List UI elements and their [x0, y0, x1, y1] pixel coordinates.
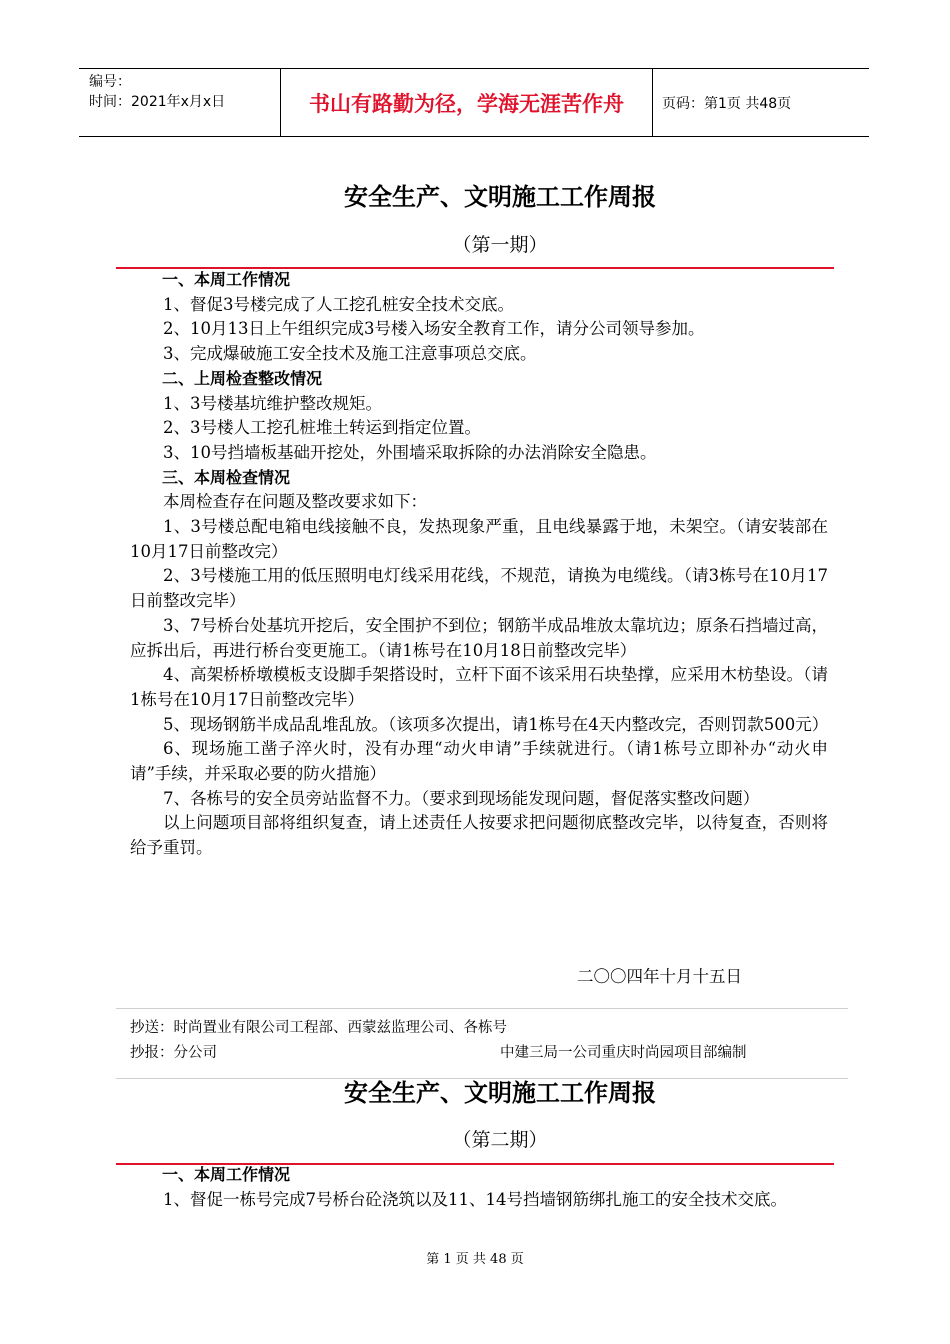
- cc-report: 抄报：分公司: [130, 1045, 217, 1061]
- report1-sec2-item: 2、3号楼人工挖孔桩堆土转运到指定位置。: [163, 418, 481, 438]
- report1-closing: 以上问题项目部将组织复查，请上述责任人按要求把问题彻底整改完毕，以待复查，否则将给予重罚。: [130, 813, 828, 858]
- cc-top-divider: [116, 1008, 848, 1009]
- report1-issue: （第一期）: [452, 234, 548, 256]
- header-page-label: 页码：第1页 共48页: [662, 95, 792, 112]
- report1-date: 二〇〇四年十月十五日: [577, 967, 742, 986]
- report1-sec3-item: 6、现场施工凿子淬火时，没有办理“动火申请”手续就进行。（请1栋号立即补办“动火申请”手续，并采取必要的防火措施）: [130, 739, 828, 784]
- report1-sec2-heading: 二、上周检查整改情况: [162, 368, 323, 388]
- report1-sec1-item: 2、10月13日上午组织完成3号楼入场安全教育工作，请分公司领导参加。: [163, 319, 705, 339]
- report1-sec3-item: 5、现场钢筋半成品乱堆乱放。（该项多次提出，请1栋号在4天内整改完，否则罚款500元）: [163, 714, 829, 734]
- compiler-note: 中建三局一公司重庆时尚园项目部编制: [500, 1045, 747, 1061]
- header-meta: [79, 69, 281, 136]
- report2-title: 安全生产、文明施工工作周报: [344, 1078, 656, 1107]
- report1-title: 安全生产、文明施工工作周报: [344, 182, 656, 211]
- report1-sec3-item: 2、3号楼施工用的低压照明电灯线采用花线，不规范，请换为电缆线。（请3栋号在10月17日前整改完毕）: [130, 566, 828, 611]
- report1-sec3-item: 4、高架桥桥墩模板支设脚手架搭设时，立杆下面不该采用石块垫撑，应采用木枋垫设。（请1栋号在10月17日前整改完毕）: [130, 665, 828, 709]
- report1-sec1-heading: 一、本周工作情况: [162, 270, 291, 289]
- report1-sec2-item: 3、10号挡墙板基础开挖处，外围墙采取拆除的办法消除安全隐患。: [163, 442, 657, 462]
- report1-sec1-item: 3、完成爆破施工安全技术及施工注意事项总交底。: [163, 344, 537, 364]
- report1-sec2-item: 1、3号楼基坑维护整改规矩。: [163, 393, 382, 413]
- report1-sec3-heading: 三、本周检查情况: [162, 467, 291, 487]
- report1-sec3-intro: 本周检查存在问题及整改要求如下：: [163, 492, 427, 512]
- report1-body: [130, 268, 828, 861]
- report2-body: [130, 1163, 828, 1212]
- document-number-label: 编号：: [89, 74, 131, 90]
- report2-issue: （第二期）: [452, 1129, 548, 1151]
- report1-sec3-item: 1、3号楼总配电箱电线接触不良，发热现象严重，且电线暴露于地，未架空。（请安装部在10月17日前整改完）: [130, 517, 828, 561]
- report1-sec3-item: 3、7号桥台处基坑开挖后，安全围护不到位；钢筋半成品堆放太靠坑边；原条石挡墙过高，应拆出后，再进行桥台变更施工。（请1栋号在10月18日前整改完毕）: [130, 615, 828, 660]
- header-motto: 书山有路勤为径，学海无涯苦作舟: [281, 69, 653, 136]
- page-footer: 第 1 页 共 48 页: [426, 1252, 524, 1267]
- document-time-label: 时间：2021年x月x日: [89, 94, 226, 110]
- header-table: [79, 68, 869, 137]
- cc-send: 抄送：时尚置业有限公司工程部、西蒙兹监理公司、各栋号: [130, 1020, 507, 1036]
- report1-sec3-item: 7、各栋号的安全员旁站监督不力。（要求到现场能发现问题，督促落实整改问题）: [163, 788, 760, 808]
- report1-sec1-item: 1、督促3号楼完成了人工挖孔桩安全技术交底。: [163, 294, 514, 314]
- report2-sec1-heading: 一、本周工作情况: [162, 1165, 291, 1184]
- report2-sec1-item: 1、督促一栋号完成7号桥台砼浇筑以及11、14号挡墙钢筋绑扎施工的安全技术交底。: [163, 1189, 787, 1209]
